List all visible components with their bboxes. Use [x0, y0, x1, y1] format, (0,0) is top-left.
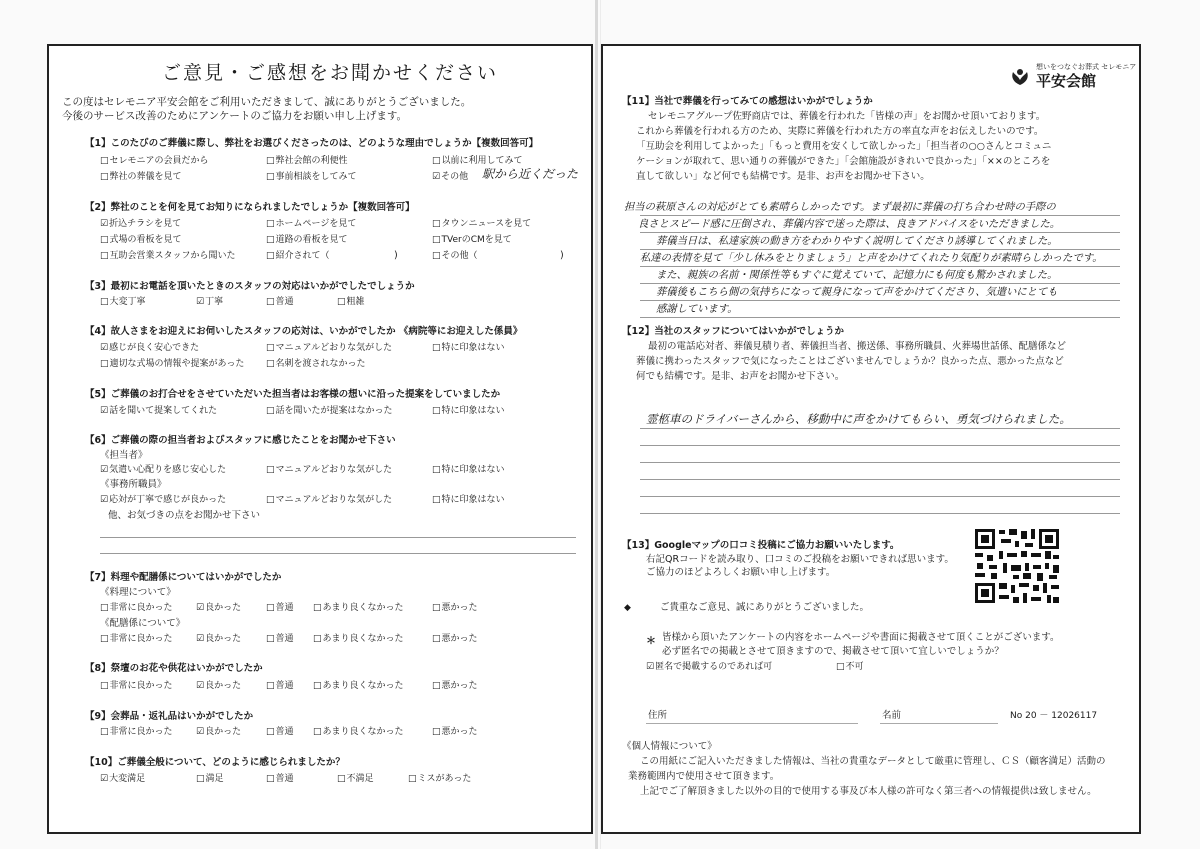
q12-body-3: 何でも結構です。是非、お声をお聞かせ下さい。 [636, 371, 845, 382]
q10-opt-unsatisfied[interactable]: □ 不満足 [337, 773, 374, 785]
logo-name: 平安会館 [1036, 72, 1097, 90]
q4-opt-no-impression[interactable]: □ 特に印象はない [432, 342, 505, 354]
q2-opt-hall-sign[interactable]: □ 式場の看板を見て [100, 234, 182, 246]
q6-staff-opt-reassured[interactable]: ☑ 気遣い心配りを感じ安心した [100, 464, 226, 476]
q6-office-opt-manual[interactable]: □ マニュアルどおりな気がした [266, 494, 392, 506]
name-field[interactable] [880, 723, 998, 724]
q9-label: 【9】会葬品・返礼品はいかがでしたか [85, 711, 254, 722]
q3-opt-very-polite[interactable]: □ 大変丁寧 [100, 296, 146, 308]
q8-opt-not-good[interactable]: □ あまり良くなかった [313, 680, 404, 692]
privacy-line-2: 業務範囲内で使用させて頂きます。 [628, 771, 780, 782]
q11-handwritten-6: 葬儀後もこちら側の気持ちになって親身になって声をかけてくださり、気遣いにとても [656, 286, 1058, 298]
q11-line-6[interactable] [640, 300, 1120, 301]
q11-line-7[interactable] [640, 317, 1120, 318]
q6-label: 【6】ご葬儀の際の担当者およびスタッフに感じたことをお聞かせ下さい [85, 435, 396, 446]
q11-handwritten-5: また、親族の名前・関係性等もすぐに覚えていて、記憶力にも何度も驚かされました。 [656, 269, 1058, 281]
q11-body-2: これから葬儀を行われる方のため、実際に葬儀を行われた方の率直な声をお伝えしたいのです。 [636, 126, 1044, 137]
q7-food-opt-not-good[interactable]: □ あまり良くなかった [313, 602, 404, 614]
publish-line-2: 必ず匿名での掲載とさせて頂きますので、掲載させて頂いて宜しいでしょうか？ [662, 646, 1004, 657]
q6-staff-opt-manual[interactable]: □ マニュアルどおりな気がした [266, 464, 392, 476]
q8-label: 【8】祭壇のお花や供花はいかがでしたか [85, 663, 263, 674]
q7-serving-opt-not-good[interactable]: □ あまり良くなかった [313, 633, 404, 645]
q3-opt-polite[interactable]: ☑ 丁寧 [196, 296, 223, 308]
q9-opt-bad[interactable]: □ 悪かった [432, 726, 478, 738]
q1-label: 【1】このたびのご葬儀に際し、弊社をお選びくださったのは、どのような理由でしょうか【複数回答可】 [85, 138, 539, 149]
q4-opt-manual[interactable]: □ マニュアルどおりな気がした [266, 342, 392, 354]
q7-serving-opt-normal[interactable]: □ 普通 [266, 633, 294, 645]
q10-opt-very-satisfied[interactable]: ☑ 大変満足 [100, 773, 145, 785]
q7-food-opt-good[interactable]: ☑ 良かった [196, 602, 241, 614]
q2-opt-homepage[interactable]: □ ホームページを見て [266, 218, 356, 230]
q11-line-1[interactable] [640, 215, 1120, 216]
q2-label: 【2】弊社のことを何を見てお知りになられましたでしょうか【複数回答可】 [85, 202, 415, 213]
q11-handwritten-1: 担当の萩原さんの対応がとても素晴らしかったです。まず最初に葬儀の打ち合わせ時の手際の [624, 201, 1056, 213]
q7-sub-food: 《料理について》 [100, 587, 176, 598]
q5-label: 【5】ご葬儀のお打合せをさせていただいた担当者はお客様の想いに沿った提案をしていましたか [85, 389, 501, 400]
q8-opt-normal[interactable]: □ 普通 [266, 680, 294, 692]
privacy-line-3: 上記でご了解頂きました以外の目的で使用する事及び本人様の許可なく第三者への情報提供は致しません。 [640, 786, 1097, 797]
q9-opt-very-good[interactable]: □ 非常に良かった [100, 726, 173, 738]
q8-opt-good[interactable]: ☑ 良かった [196, 680, 241, 692]
q6-office-opt-polite[interactable]: ☑ 応対が丁寧で感じが良かった [100, 494, 226, 506]
q12-label: 【12】当社のスタッフについてはいかがでしょうか [622, 326, 845, 337]
ceremonia-logo-icon [1010, 68, 1030, 86]
q3-opt-rough[interactable]: □ 粗雑 [337, 296, 365, 308]
q2-opt-townnews[interactable]: □ タウンニュースを見て [432, 218, 531, 230]
q3-opt-normal[interactable]: □ 普通 [266, 296, 294, 308]
q2-opt-staff[interactable]: □ 互助会営業スタッフから聞いた [100, 250, 236, 262]
q10-label: 【10】ご葬儀全般について、どのように感じられましたか？ [85, 757, 345, 768]
q4-opt-venue-info[interactable]: □ 適切な式場の情報や提案があった [100, 358, 244, 370]
q11-handwritten-2: 良さとスピード感に圧倒され、葬儀内容で迷った際は、良きアドバイスをいただきました。 [638, 218, 1061, 230]
q1-opt-consultation[interactable]: □ 事前相談をしてみて [266, 171, 357, 183]
name-label: 名前 [882, 710, 902, 721]
q8-opt-very-good[interactable]: □ 非常に良かった [100, 680, 173, 692]
q7-serving-opt-very-good[interactable]: □ 非常に良かった [100, 633, 173, 645]
q11-line-3[interactable] [640, 249, 1120, 250]
q2-opt-referral[interactable]: □ 紹介されて（ [266, 250, 330, 262]
privacy-title: 《個人情報について》 [622, 741, 717, 752]
q11-body-5: 直して欲しい」など何でも結構です。是非、お声をお聞かせ下さい。 [636, 171, 930, 182]
q7-serving-opt-bad[interactable]: □ 悪かった [432, 633, 478, 645]
q7-serving-opt-good[interactable]: ☑ 良かった [196, 633, 241, 645]
q12-body-1: 最初の電話応対者、葬儀見積り者、葬儀担当者、搬送係、事務所職員、火葬場世話係、配膳係など [648, 341, 1067, 352]
address-field[interactable] [646, 723, 858, 724]
q4-opt-reassuring[interactable]: ☑ 感じが良く安心できた [100, 342, 199, 354]
q7-label: 【7】料理や配膳係についてはいかがでしたか [85, 572, 282, 583]
privacy-line-1: この用紙にご記入いただきました情報は、当社の貴重なデータとして厳重に管理し、ＣＳ（顧客満足）活動の [640, 756, 1106, 767]
q10-opt-normal[interactable]: □ 普通 [266, 773, 294, 785]
q12-line-4[interactable] [640, 479, 1120, 480]
q13-label: 【13】Googleマップの口コミ投稿にご協力お願いいたします。 [622, 540, 900, 551]
q9-opt-good[interactable]: ☑ 良かった [196, 726, 241, 738]
q2-referral-close: ) [394, 250, 398, 261]
logo-tagline: 想いをつなぐお葬式 セレモニア [1036, 63, 1137, 71]
google-maps-qr-code[interactable] [973, 527, 1061, 605]
publish-opt-no[interactable]: □ 不可 [836, 661, 864, 673]
q12-handwritten: 霊柩車のドライバーさんから、移動中に声をかけてもらい、勇気づけられました。 [646, 412, 1071, 426]
publish-line-1: 皆様から頂いたアンケートの内容をホームページや書面に掲載させて頂くことがございます。 [662, 632, 1060, 643]
asterisk-icon: ＊ [646, 636, 656, 647]
q7-food-opt-normal[interactable]: □ 普通 [266, 602, 294, 614]
q3-label: 【3】最初にお電話を頂いたときのスタッフの対応はいかがでしたでしょうか [85, 281, 415, 292]
thanks-message: ご貴重なご意見、誠にありがとうございました。 [660, 602, 870, 613]
address-label: 住所 [648, 710, 668, 721]
q6-office-opt-no-impression[interactable]: □ 特に印象はない [432, 494, 505, 506]
q4-opt-no-card[interactable]: □ 名刺を渡されなかった [266, 358, 366, 370]
q6-answer-line-2[interactable] [100, 553, 576, 554]
q10-opt-satisfied[interactable]: □ 満足 [196, 773, 224, 785]
q12-body-2: 葬儀に携わったスタッフで気になったことはございませんでしょうか？良かった点、悪かった点など [636, 356, 1064, 367]
q2-opt-road-sign[interactable]: □ 道路の看板を見て [266, 234, 348, 246]
q5-opt-no-impression[interactable]: □ 特に印象はない [432, 405, 505, 417]
q8-opt-bad[interactable]: □ 悪かった [432, 680, 478, 692]
q6-sub-staff: 《担当者》 [100, 450, 148, 461]
q11-handwritten-4: 私達の表情を見て「少し休みをとりましょう」と声をかけてくれたり気配りが素晴らしかったです。 [640, 252, 1103, 264]
q6-answer-line-1[interactable] [100, 537, 576, 538]
publish-opt-anonymous[interactable]: ☑ 匿名で掲載するのであれば可 [646, 661, 772, 673]
q13-body-1: 右記QRコードを読み取り、口コミのご投稿をお願いできれば思います。 [646, 554, 954, 565]
q6-staff-opt-no-impression[interactable]: □ 特に印象はない [432, 464, 505, 476]
q11-label: 【11】当社で葬儀を行ってみての感想はいかがでしょうか [622, 96, 873, 107]
q7-sub-serving: 《配膳係について》 [100, 618, 186, 629]
q6-sub-office: 《事務所職員》 [100, 479, 167, 490]
q12-line-2[interactable] [640, 445, 1120, 446]
diamond-bullet-icon: ◆ [624, 603, 631, 613]
q12-line-3[interactable] [640, 462, 1120, 463]
q11-handwritten-3: 葬儀当日は、私達家族の動き方をわかりやすく説明してくださり誘導してくれました。 [656, 235, 1058, 247]
q11-handwritten-7: 感謝しています。 [656, 303, 738, 315]
q2-opt-tver[interactable]: □ TVerのCMを見て [432, 234, 512, 246]
q11-body-4: ケーションが取れて、思い通りの葬儀ができた」「会館施設がきれいで良かった」「××のところを [636, 156, 1051, 167]
q1-opt-used-before[interactable]: □ 以前に利用してみて [432, 155, 523, 167]
q9-opt-not-good[interactable]: □ あまり良くなかった [313, 726, 404, 738]
q1-opt-other[interactable]: ☑ その他 [432, 171, 468, 183]
q11-line-2[interactable] [640, 232, 1120, 233]
q1-handwritten-answer: 駅から近くだった [482, 167, 579, 181]
q2-other-close: ) [560, 250, 564, 261]
page-fold [595, 0, 598, 849]
q11-line-4[interactable] [640, 266, 1120, 267]
q10-opt-mistake[interactable]: □ ミスがあった [408, 773, 471, 785]
q11-body-3: 「互助会を利用してよかった」「もっと費用を安くして欲しかった」「担当者の○○さんとコミュニ [636, 141, 1052, 152]
intro-line-2: 今後のサービス改善のためにアンケートのご協力をお願い申し上げます。 [62, 110, 408, 122]
page-title: ご意見・ご感想をお聞かせください [162, 62, 499, 84]
q2-opt-other[interactable]: □ その他（ [432, 250, 478, 262]
q7-food-opt-bad[interactable]: □ 悪かった [432, 602, 478, 614]
q11-line-5[interactable] [640, 283, 1120, 284]
survey-number: No 20 － 12026117 [1010, 711, 1098, 721]
q9-opt-normal[interactable]: □ 普通 [266, 726, 294, 738]
q1-opt-member[interactable]: □ セレモニアの会員だから [100, 155, 209, 167]
q1-opt-saw-funeral[interactable]: □ 弊社の葬儀を見て [100, 171, 182, 183]
q12-line-5[interactable] [640, 496, 1120, 497]
q5-opt-no-proposal[interactable]: □ 話を聞いたが提案はなかった [266, 405, 393, 417]
q13-body-2: ご協力のほどよろしくお願い申し上げます。 [646, 567, 836, 578]
q2-opt-flyer[interactable]: ☑ 折込チラシを見て [100, 218, 181, 230]
q6-other-prompt: 他、お気づきの点をお聞かせ下さい [108, 510, 261, 521]
intro-line-1: この度はセレモニア平安会館をご利用いただきまして、誠にありがとうございました。 [62, 96, 472, 108]
q7-food-opt-very-good[interactable]: □ 非常に良かった [100, 602, 173, 614]
q12-line-6[interactable] [640, 513, 1120, 514]
q1-opt-convenience[interactable]: □ 弊社会館の利便性 [266, 155, 348, 167]
q5-opt-proposed[interactable]: ☑ 話を聞いて提案してくれた [100, 405, 217, 417]
q4-label: 【4】故人さまをお迎えにお伺いしたスタッフの応対は、いかがでしたか 《病院等にお迎えした係員》 [85, 326, 523, 337]
q11-body-1: セレモニアグループ佐野商店では、葬儀を行われた「皆様の声」をお聞かせ頂いております。 [648, 111, 1046, 122]
q12-line-1[interactable] [640, 428, 1120, 429]
